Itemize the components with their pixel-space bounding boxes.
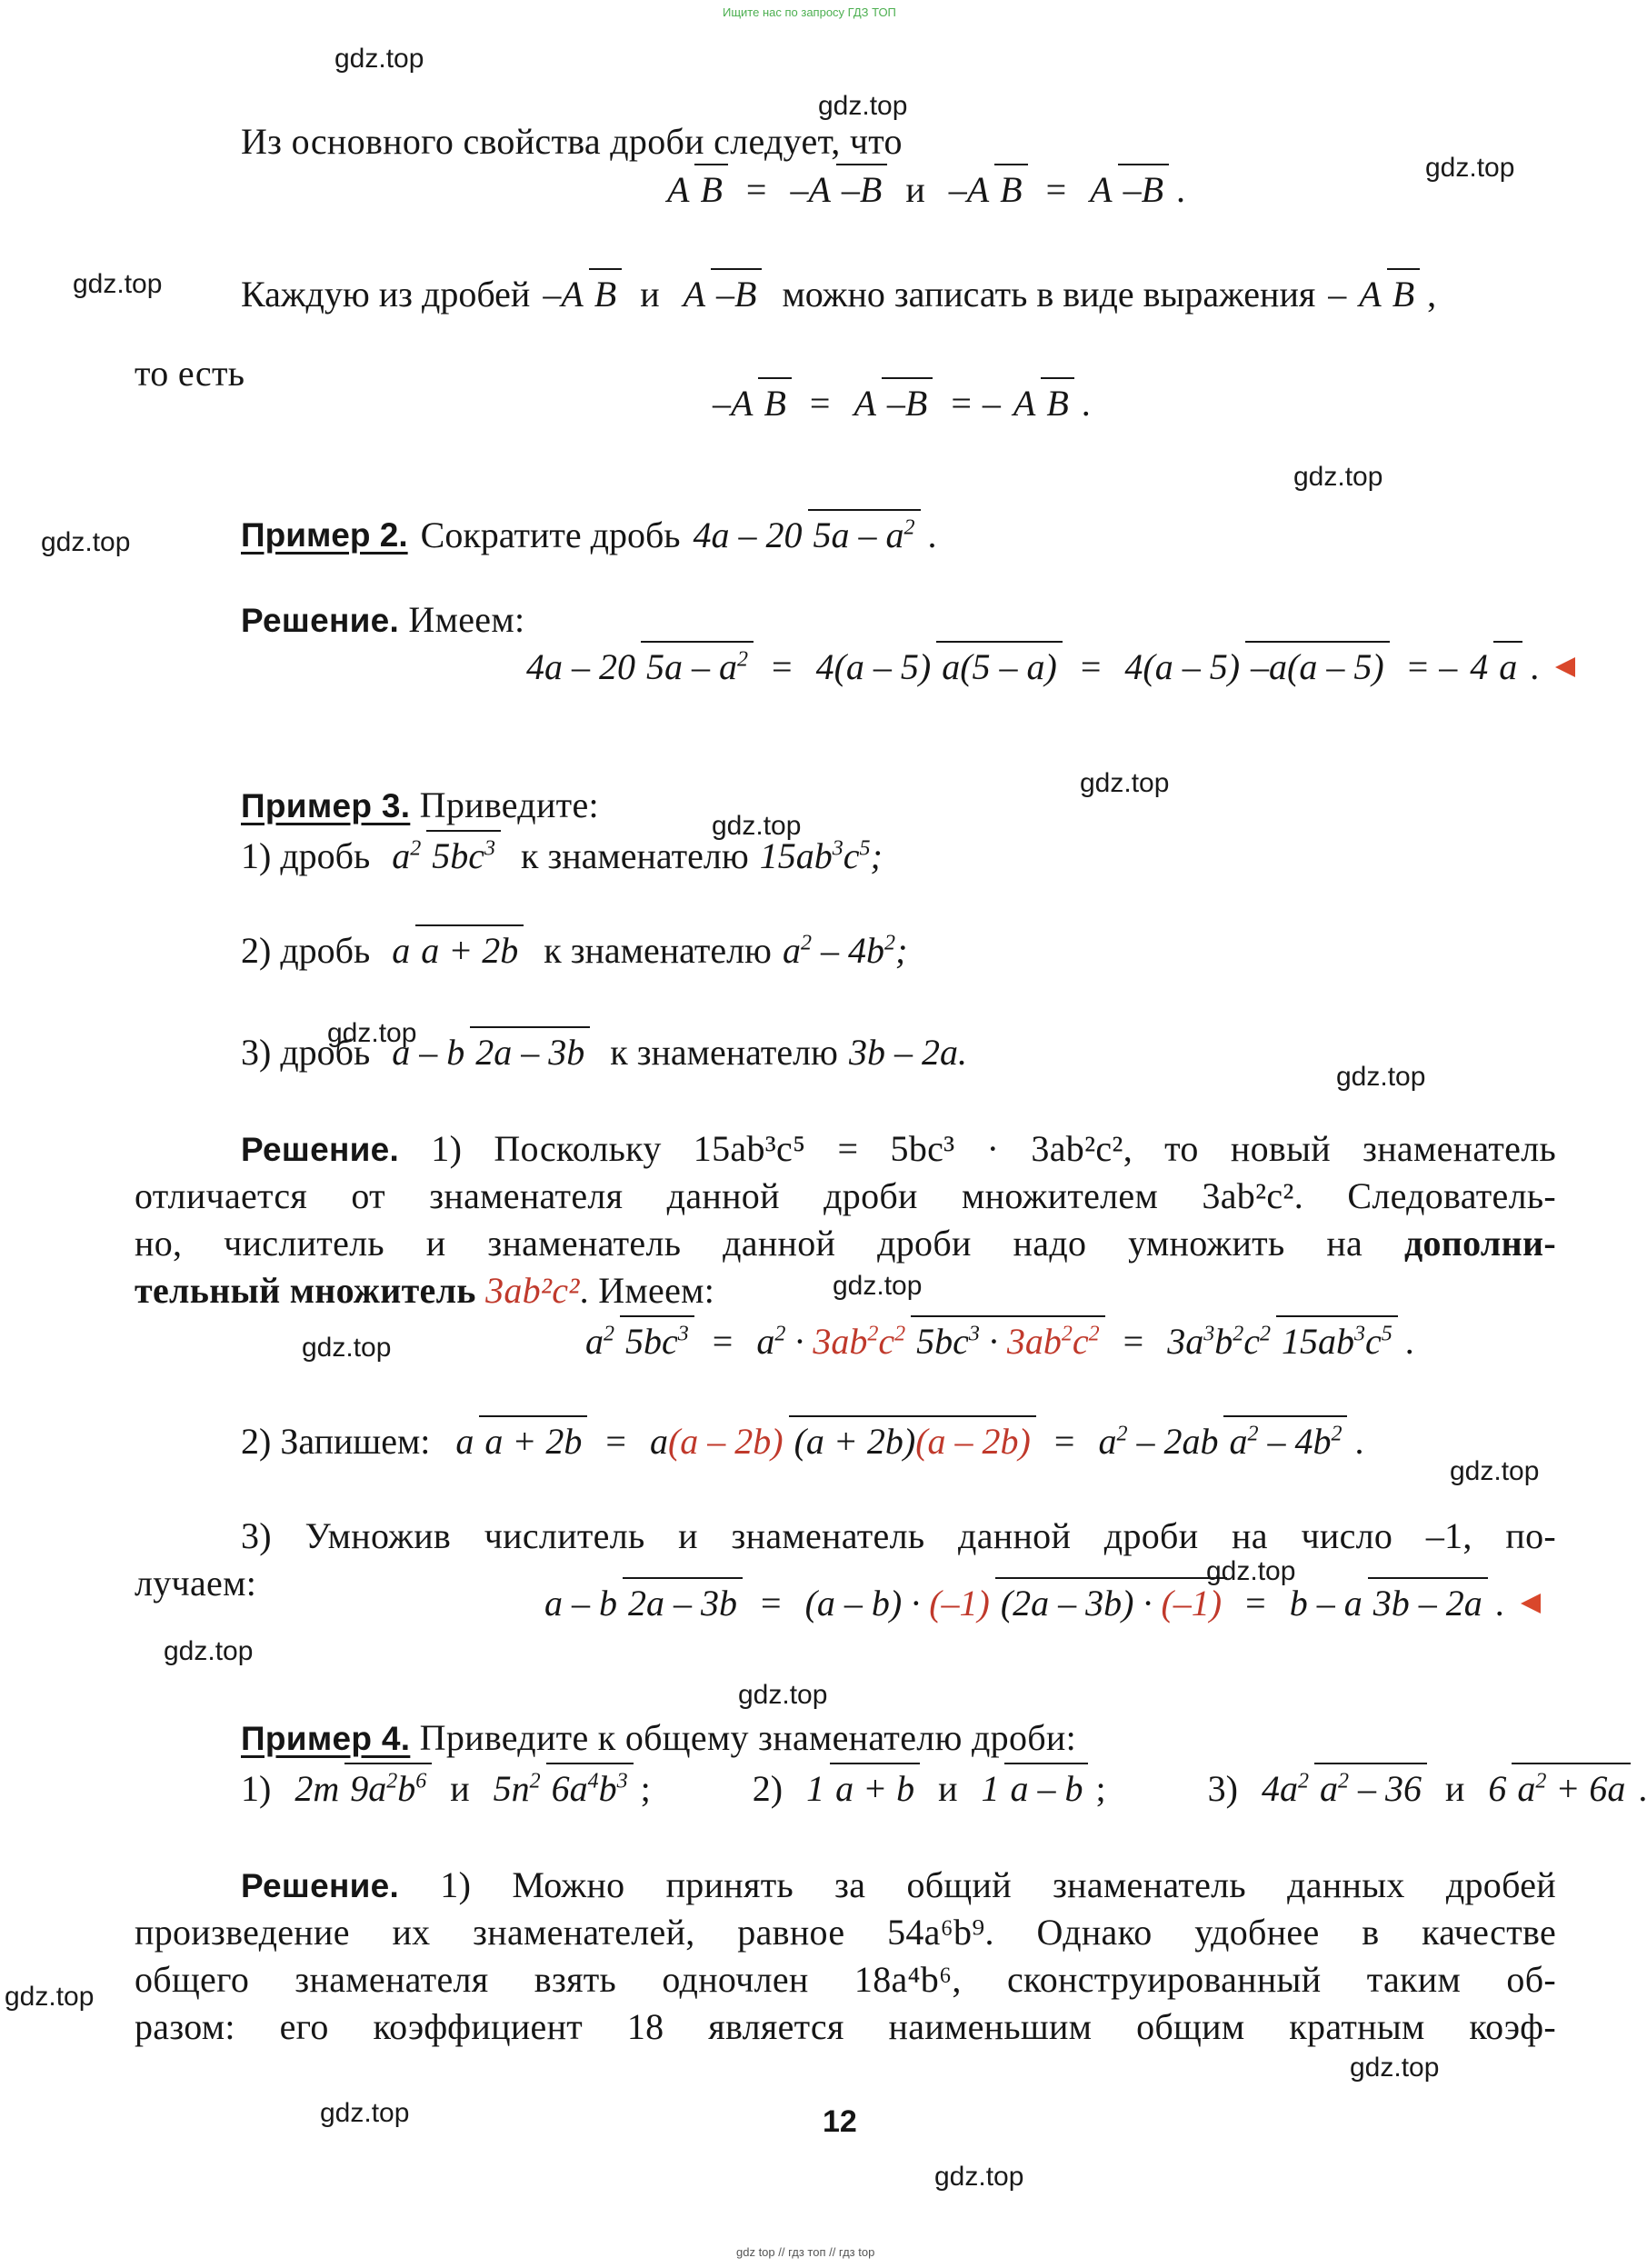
example-3-solution-line-1: Решение. 1) Поскольку 15ab³c⁵ = 5bc³ · 3ab²c², то новый знаменатель	[241, 1128, 1556, 1169]
formula-fraction-sign-rule: A B = –A –B и –A B = A –B .	[654, 168, 1185, 211]
watermark: gdz.top	[738, 1680, 828, 1710]
watermark: gdz.top	[712, 811, 802, 841]
watermark: gdz.top	[1336, 1062, 1426, 1092]
watermark: gdz.top	[334, 44, 424, 74]
watermark: gdz.top	[327, 1018, 417, 1048]
example-3-part-3-line-1: 3) Умножив числитель и знаменатель данной дроби на число –1, по-	[241, 1515, 1556, 1556]
bottom-note: gdz top // гдз топ // гдз top	[736, 2245, 875, 2259]
example-4-solution-line-3: общего знаменателя взять одночлен 18a⁴b⁶, сконструированный таким об-	[135, 1959, 1556, 2000]
watermark: gdz.top	[1080, 768, 1170, 798]
intro-fractions-line: Каждую из дробей –A B и A –B можно записать в виде выражения – A B ,	[241, 273, 1436, 315]
example-3-solution-line-2: отличается от знаменателя данной дроби множителем 3ab²c². Следователь-	[135, 1175, 1556, 1216]
example-3-formula-1: $a^2$ $5bc^3$ = $a^2 \cdot 3ab^2c^2$ $5bc^3 \cdot 3ab^2c^2$ = $3a^3b^2c^2$ $15ab^3c^5$ .	[573, 1320, 1414, 1363]
example-3-solution-line-4: тельный множитель 3ab²c². Имеем:	[135, 1270, 715, 1311]
page-number: 12	[823, 2104, 857, 2139]
watermark: gdz.top	[164, 1636, 254, 1666]
example-2-solution-heading: Решение. Имеем:	[241, 599, 525, 640]
example-4-solution-line-2: произведение их знаменателей, равное 54a⁶b⁹. Однако удобнее в качестве	[135, 1912, 1556, 1953]
end-of-example-marker	[1555, 657, 1575, 677]
formula-minus-fraction: –A B = A –B = – A B .	[700, 382, 1091, 425]
example-3-item-1: 1) дробь $a^2$ $5bc^3$ к знаменателю $15ab^3c^5$;	[241, 834, 883, 877]
watermark: gdz.top	[320, 2098, 410, 2128]
watermark: gdz.top	[1425, 153, 1515, 183]
watermark: gdz.top	[1350, 2053, 1440, 2083]
watermark: gdz.top	[1450, 1456, 1540, 1486]
example-3-formula-2: 2) Запишем: a a + 2b = a(a – 2b) (a + 2b)(a – 2b) = $a^2 - 2ab$ $a^2 - 4b^2$ .	[241, 1420, 1363, 1463]
watermark: gdz.top	[73, 269, 163, 299]
example-4-heading: Пример 4. Приведите к общему знаменателю дроби:	[241, 1717, 1077, 1758]
example-3-part-3-line-2: лучаем:	[135, 1563, 257, 1604]
watermark: gdz.top	[5, 1982, 95, 2012]
example-4-solution-line-1: Решение. 1) Можно принять за общий знаменатель данных дробей	[241, 1864, 1556, 1905]
example-4-solution-line-4: разом: его коэффициент 18 является наименьшим общим кратным коэф-	[135, 2006, 1556, 2047]
example-3-item-2: 2) дробь a a + 2b к знаменателю $a^2 - 4b^2$;	[241, 929, 907, 972]
watermark: gdz.top	[1293, 462, 1383, 492]
watermark: gdz.top	[818, 91, 908, 121]
watermark: gdz.top	[41, 527, 131, 557]
watermark: gdz.top	[833, 1271, 923, 1301]
example-3-heading: Пример 3. Приведите:	[241, 784, 599, 825]
example-3-solution-line-3: но, числитель и знаменатель данной дроби надо умножить на дополни-	[135, 1223, 1556, 1264]
example-3-item-3: 3) дробь a – b 2a – 3b к знаменателю 3b – 2a.	[241, 1031, 967, 1074]
intro-that-is: то есть	[135, 353, 245, 394]
example-2-heading: Пример 2. Сократите дробь 4a – 20 $5a - a^2$ .	[241, 514, 937, 556]
example-3-formula-3: a – b 2a – 3b = (a – b) · (–1) (2a – 3b) · (–1) = b – a 3b – 2a .	[532, 1582, 1541, 1624]
example-4-items: 1) 2m $9a^2b^6$ и $5n^2$ $6a^4b^3$ ; 2) 1 a + b и 1 a – b ; 3) $4a^2$ $a^2 - 36$ и 6 $a^2 + 6a$ .	[241, 1767, 1647, 1810]
top-note: Ищите нас по запросу ГДЗ ТОП	[723, 5, 896, 19]
end-of-example-marker	[1521, 1594, 1541, 1614]
example-2-formula: 4a – 20 $5a - a^2$ = 4(a – 5) a(5 – a) = 4(a – 5) –a(a – 5) = – 4 a .	[514, 645, 1575, 688]
watermark: gdz.top	[302, 1333, 392, 1363]
watermark: gdz.top	[934, 2162, 1024, 2192]
intro-text: Из основного свойства дроби следует, что	[241, 121, 903, 162]
watermark: gdz.top	[1206, 1556, 1296, 1586]
